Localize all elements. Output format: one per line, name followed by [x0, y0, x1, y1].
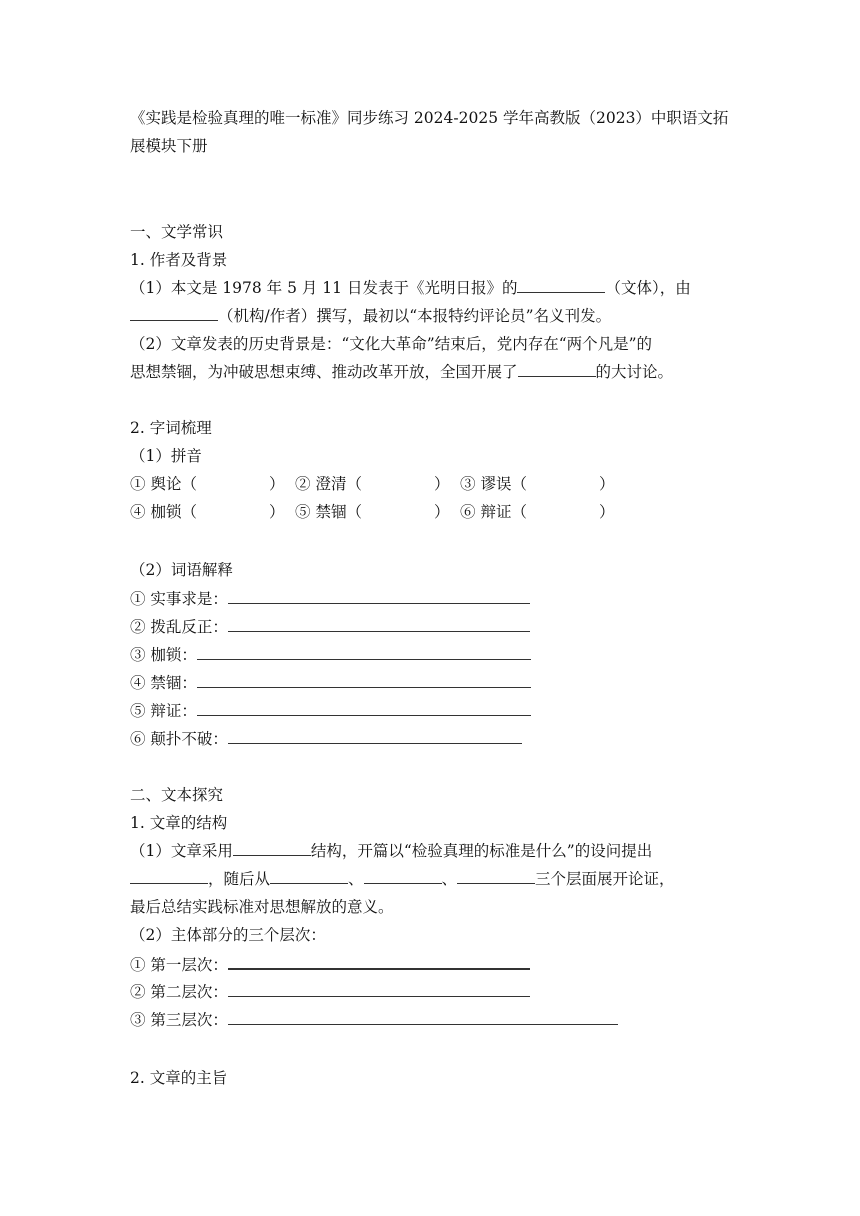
pinyin-row: [130, 470, 625, 498]
subheading-word-explanation: （2）词语解释: [130, 561, 233, 579]
level-item: ① 第一层次：: [130, 950, 530, 978]
answer-blank[interactable]: [228, 1006, 618, 1025]
section-heading-text-inquiry: 二、文本探究: [130, 786, 224, 804]
question-line: 最后总结实践标准对思想解放的意义。: [130, 898, 394, 916]
answer-blank[interactable]: [197, 641, 531, 660]
question-heading-vocabulary: 2. 字词梳理: [130, 419, 212, 437]
subheading-pinyin: （1）拼音: [130, 447, 202, 465]
answer-blank[interactable]: [517, 274, 605, 293]
answer-blank[interactable]: [130, 302, 218, 321]
answer-blank[interactable]: [228, 978, 530, 997]
answer-blank[interactable]: [228, 585, 530, 604]
explanation-item: ③ 枷锁：: [130, 641, 531, 669]
answer-blank[interactable]: [228, 725, 522, 744]
explanation-item: ① 实事求是：: [130, 585, 530, 613]
pinyin-item: ⑤ 禁锢（ ）: [295, 503, 450, 521]
pinyin-row: [130, 498, 625, 526]
answer-blank[interactable]: [197, 669, 531, 688]
pinyin-item: ① 舆论（ ）: [130, 475, 285, 493]
question-line: [130, 358, 673, 386]
level-item: ② 第二层次：: [130, 978, 530, 1006]
question-text: （机构/作者）撰写，最初以“本报特约评论员”名义刊发。: [218, 307, 612, 325]
answer-blank[interactable]: [228, 950, 530, 970]
answer-blank[interactable]: [233, 837, 311, 856]
section-heading-literary-knowledge: 一、文学常识: [130, 223, 224, 241]
answer-blank[interactable]: [228, 613, 530, 632]
explanation-item: ⑤ 辩证：: [130, 697, 531, 725]
document-title: 《实践是检验真理的唯一标准》同步练习 2024-2025 学年高教版（2023）中职语文拓展模块下册: [130, 109, 729, 155]
pinyin-item: ③ 谬误（ ）: [460, 475, 615, 493]
question-line: （1）文章采用 结构，开篇以“检验真理的标准是什么”的设问提出: [130, 837, 652, 865]
answer-blank[interactable]: [197, 697, 531, 716]
pinyin-item: ② 澄清（ ）: [295, 475, 450, 493]
question-line: （2）主体部分的三个层次：: [130, 926, 326, 944]
answer-blank[interactable]: [130, 865, 208, 884]
question-text: （1）本文是 1978 年 5 月 11 日发表于《光明日报》的: [130, 279, 518, 297]
explanation-item: ④ 禁锢：: [130, 669, 531, 697]
question-line: ，随后从 、 、 三个层面展开论证，: [130, 865, 675, 893]
level-item: ③ 第三层次：: [130, 1006, 618, 1034]
pinyin-item: ⑥ 辩证（ ）: [460, 503, 615, 521]
answer-blank[interactable]: [518, 358, 596, 377]
pinyin-item: ④ 枷锁（ ）: [130, 503, 285, 521]
answer-blank[interactable]: [270, 865, 348, 884]
explanation-item: ② 拨乱反正：: [130, 613, 530, 641]
explanation-item: ⑥ 颠扑不破：: [130, 725, 522, 753]
question-line: [130, 302, 611, 330]
question-line: [130, 274, 691, 302]
question-line: （2）文章发表的历史背景是：“文化大革命”结束后，党内存在“两个凡是”的: [130, 335, 653, 353]
question-text: 思想禁锢，为冲破思想束缚、推动改革开放，全国开展了: [130, 363, 518, 381]
question-heading-author-background: 1. 作者及背景: [130, 251, 228, 269]
answer-blank[interactable]: [457, 865, 535, 884]
question-heading-structure: 1. 文章的结构: [130, 814, 228, 832]
question-text: 的大讨论。: [595, 363, 674, 381]
answer-blank[interactable]: [364, 865, 442, 884]
question-heading-theme: 2. 文章的主旨: [130, 1069, 228, 1087]
question-text: （文体），由: [605, 279, 691, 297]
